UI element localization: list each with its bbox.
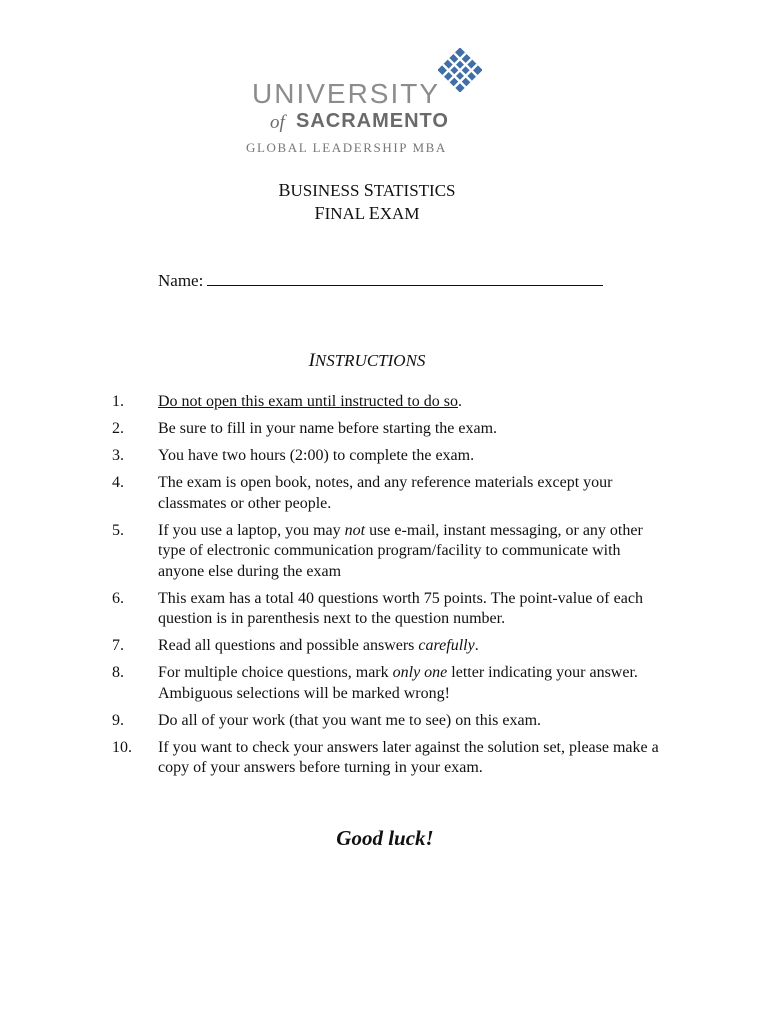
exam-title-line2: [0, 203, 734, 224]
title-rest-b: USINESS: [290, 181, 364, 200]
item-text: [158, 636, 662, 657]
logo-sacramento-text: SACRAMENTO: [296, 110, 449, 132]
list-item: [112, 711, 672, 732]
logo-of-text: of: [270, 112, 285, 133]
item-text: Do all of your work (that you want me to see) on this exam.: [158, 711, 542, 729]
item-text-after: .: [474, 637, 479, 654]
item-number: 7.: [112, 637, 124, 654]
instructions-heading: [0, 350, 734, 372]
university-logo: [240, 44, 500, 162]
name-blank-line[interactable]: [207, 270, 603, 286]
list-item: [112, 738, 672, 779]
item-text-before: If you use a laptop, you may: [158, 521, 345, 539]
list-item: [112, 446, 672, 467]
logo-tagline: GLOBAL LEADERSHIP MBA: [246, 140, 447, 155]
item-text: [158, 392, 662, 413]
item-emphasis: not: [344, 521, 366, 539]
item-text-before: Read all questions and possible answers: [158, 637, 419, 654]
good-luck-text: Good luck!: [336, 826, 434, 850]
title-initial-f: F: [314, 203, 325, 223]
exam-title-line1: [0, 180, 734, 201]
item-number: 1.: [112, 393, 124, 410]
item-text-before: For multiple choice questions, mark: [158, 664, 393, 681]
item-text: You have two hours (2:00) to complete the exam.: [158, 447, 475, 464]
item-text: If you want to check your answers later against the solution set, please make a copy of your answers before turning in your exam.: [158, 738, 659, 776]
item-number: 9.: [112, 711, 124, 729]
instructions-initial: I: [308, 350, 315, 371]
list-item: [112, 636, 672, 657]
list-item: [112, 521, 672, 583]
item-number: 4.: [112, 474, 124, 491]
title-initial-b: B: [278, 180, 291, 200]
list-item: [112, 419, 672, 440]
item-number: 10.: [112, 738, 132, 756]
title-initial-e: E: [368, 203, 380, 223]
title-initial-s: S: [363, 180, 374, 200]
item-number: 5.: [112, 521, 124, 539]
name-field: [158, 270, 603, 291]
item-text: [158, 521, 662, 583]
instructions-list: [112, 392, 672, 785]
item-emphasis: carefully: [418, 637, 475, 654]
item-underlined-text: Do not open this exam until instructed to do so: [158, 393, 458, 410]
title-rest-s: TATISTICS: [373, 181, 456, 200]
item-text: Be sure to fill in your name before starting the exam.: [158, 420, 498, 437]
lattice-logo-icon: [438, 48, 482, 92]
list-item: [112, 663, 672, 704]
title-rest-f: INAL: [324, 204, 369, 223]
item-text: The exam is open book, notes, and any reference materials except your classmates or other people.: [158, 474, 613, 512]
item-emphasis: only one: [392, 664, 448, 681]
logo-university-text: UNIVERSITY: [252, 78, 441, 109]
item-text-after: use e-mail, instant messaging, or any other type of electronic communication program/facility to communicate with anyone else during the exam: [158, 521, 643, 580]
item-number: 3.: [112, 447, 124, 464]
list-item: [112, 473, 672, 514]
item-text: [158, 663, 662, 704]
item-text-after: letter indicating your answer. Ambiguous selections will be marked wrong!: [158, 664, 638, 702]
name-label: Name:: [158, 271, 204, 290]
instructions-rest: NSTRUCTIONS: [314, 351, 426, 370]
item-number: 8.: [112, 664, 124, 681]
item-number: 6.: [112, 589, 124, 607]
title-rest-e: XAM: [379, 204, 420, 223]
item-number: 2.: [112, 420, 124, 437]
item-text-after: .: [457, 393, 462, 410]
list-item: [112, 392, 672, 413]
list-item: [112, 589, 672, 630]
item-text: This exam has a total 40 questions worth 75 points. The point-value of each question is in parenthesis next to the question number.: [158, 589, 643, 627]
